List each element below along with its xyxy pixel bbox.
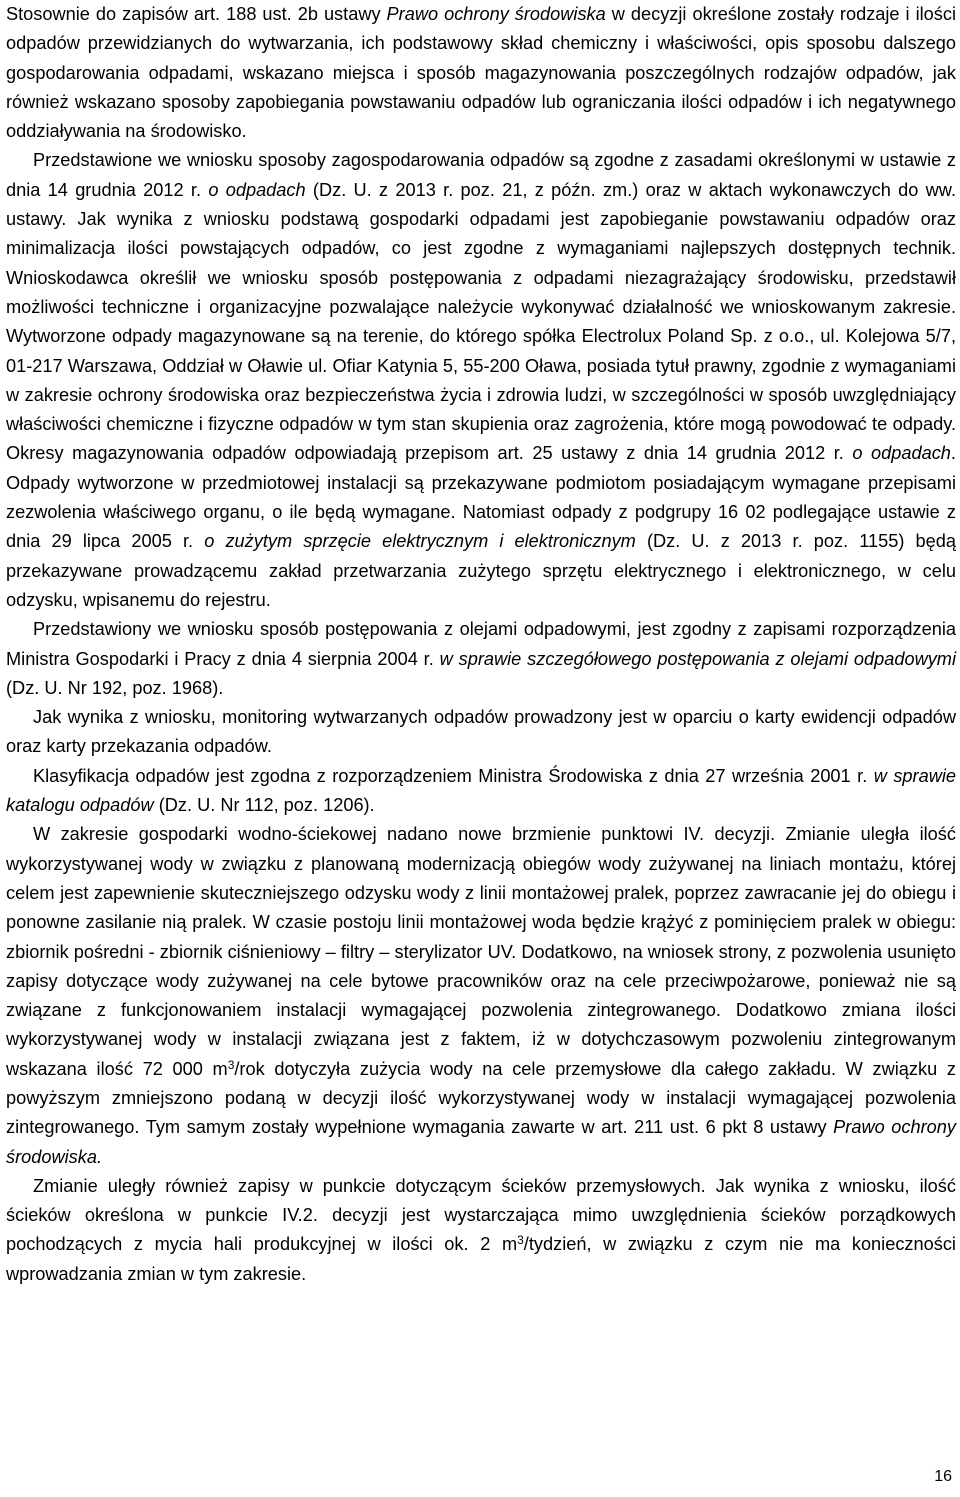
- text-run: (Dz. U. z 2013 r. poz. 21, z późn. zm.) oraz w aktach wykonawczych do ww. ustawy. Jak wynika z wniosku podstawą gospodarki odpadami jest zapobieganie powstawaniu odpadów oraz minimalizacja ilości powstających odpadów, co jest zgodne z wymaganiami najlepszych dostępnych technik. Wnioskodawca określił we wniosku sposób postępowania z odpadami niezagrażający środowisku, przedstawił możliwości techniczne i organizacyjne pozwalające należycie wykonywać działalność we wnioskowanym zakresie. Wytworzone odpady magazynowane są na terenie, do którego spółka Electrolux Poland Sp. z o.o., ul. Kolejowa 5/7, 01-217 Warszawa, Oddział w Oławie ul. Ofiar Katynia 5, 55-200 Oława, posiada tytuł prawny, zgodnie z wymaganiami w zakresie ochrony środowiska oraz bezpieczeństwa życia i zdrowia ludzi, w szczególności w sposób uwzględniający właściwości chemiczne i fizyczne odpadów w tym stan skupienia oraz zagrożenia, które mogą powodować te odpady. Okresy magazynowania odpadów odpowiadają przepisom art. 25 ustawy z dnia 14 grudnia 2012 r.: [6, 179, 956, 464]
- italic-text-run: Prawo ochrony środowiska.: [6, 1117, 956, 1167]
- text-run: Stosownie do zapisów art. 188 ust. 2b ustawy: [6, 4, 387, 24]
- italic-text-run: w sprawie szczegółowego postępowania z olejami odpadowymi: [439, 648, 956, 669]
- text-run: Zmianie uległy również zapisy w punkcie dotyczącym ścieków przemysłowych. Jak wynika z wniosku, ilość ścieków określona w punkcie IV.2. decyzji jest wystarczająca mimo uwzględnienia ścieków porządkowych pochodzących z mycia hali produkcyjnej w ilości ok. 2 m: [6, 1175, 956, 1255]
- superscript: 3: [517, 1233, 524, 1248]
- italic-text-run: Prawo ochrony środowiska: [386, 4, 606, 24]
- text-run: Jak wynika z wniosku, monitoring wytwarzanych odpadów prowadzony jest w oparciu o karty ewidencji odpadów oraz karty przekazania odpadów.: [6, 707, 956, 757]
- italic-text-run: o odpadach: [208, 179, 306, 200]
- paragraph-waste-oils: [6, 615, 956, 703]
- paragraph-waste-monitoring: [6, 703, 956, 762]
- document-body: [6, 0, 956, 1289]
- text-run: Przedstawiony we wniosku sposób postępowania z olejami odpadowymi, jest zgodny z zapisami rozporządzenia Ministra Gospodarki i Pracy z dnia 4 sierpnia 2004 r.: [6, 619, 956, 669]
- text-run: w decyzji określone zostały rodzaje i ilości odpadów przewidzianych do wytwarzania, ich podstawowy skład chemiczny i właściwości, opis sposobu dalszego gospodarowania odpadami, wskazano miejsca i sposób magazynowania poszczególnych rodzajów odpadów, jak również wskazano sposoby zapobiegania powstawaniu odpadów lub ograniczania ilości odpadów i ich negatywnego oddziaływania na środowisko.: [6, 4, 956, 142]
- paragraph-waste-legal-basis: [6, 0, 956, 146]
- text-run: Przedstawione we wniosku sposoby zagospodarowania odpadów są zgodne z zasadami określonymi w ustawie z dnia 14 grudnia 2012 r.: [6, 150, 956, 200]
- text-run: Klasyfikacja odpadów jest zgodna z rozporządzeniem Ministra Środowiska z dnia 27 września 2001 r.: [33, 765, 874, 786]
- text-run: W zakresie gospodarki wodno-ściekowej nadano nowe brzmienie punktowi IV. decyzji. Zmianie uległa ilość wykorzystywanej wody w związku z planowaną modernizacją obiegów wody zużywanej na liniach montażu, której celem jest zapewnienie skuteczniejszego odzysku wody z linii montażowej pralek, poprzez zawracanie jej do obiegu i ponowne zasilanie nią pralek. W czasie postoju linii montażowej woda będzie krążyć z pominięciem pralek w obiegu: zbiornik pośredni - zbiornik ciśnieniowy – filtry – sterylizator UV. Dodatkowo, na wniosek strony, z pozwolenia usunięto zapisy dotyczące wody zużywanej na cele bytowe pracowników oraz na cele przeciwpożarowe, ponieważ nie są związane z funkcjonowaniem instalacji wymagającej pozwolenia zintegrowanego. Dodatkowo zmiana ilości wykorzystywanej wody w instalacji związana jest z faktem, iż w dotychczasowym pozwoleniu zintegrowanym wskazana ilość 72 000 m: [6, 824, 956, 1079]
- paragraph-industrial-wastewater: [6, 1172, 956, 1289]
- text-run: (Dz. U. Nr 112, poz. 1206).: [153, 795, 375, 816]
- text-run: . Odpady wytworzone w przedmiotowej instalacji są przekazywane podmiotom posiadającym wymagane przepisami zezwolenia właściwego organu, o ile będą wymagane. Natomiast odpady z podgrupy 16 02 podlegające ustawie z dnia 29 lipca 2005 r.: [6, 443, 956, 552]
- italic-text-run: w sprawie katalogu odpadów: [6, 765, 956, 816]
- text-run: (Dz. U. z 2013 r. poz. 1155) będą przekazywane prowadzącemu zakład przetwarzania zużytego sprzętu elektrycznego i elektronicznego, w celu odzysku, wpisanemu do rejestru.: [6, 531, 957, 610]
- page-number: 16: [934, 1468, 952, 1485]
- paragraph-waste-management: [6, 146, 956, 615]
- italic-text-run: o zużytym sprzęcie elektrycznym i elektronicznym: [204, 531, 636, 552]
- text-run: /rok dotyczyła zużycia wody na cele przemysłowe dla całego zakładu. W związku z powyższym zmniejszono podaną w decyzji ilość wykorzystywanej wody w instalacji wymagającej pozwolenia zintegrowanego. Tym samym zostały wypełnione wymagania zawarte w art. 211 ust. 6 pkt 8 ustawy: [6, 1058, 956, 1138]
- superscript: 3: [227, 1057, 235, 1072]
- document-page: [6, 0, 956, 1289]
- italic-text-run: o odpadach: [852, 443, 951, 464]
- text-run: /tydzień, w związku z czym nie ma konieczności wprowadzania zmian w tym zakresie.: [6, 1234, 956, 1284]
- paragraph-water-management: [6, 820, 956, 1172]
- paragraph-waste-classification: [6, 762, 956, 821]
- text-run: (Dz. U. Nr 192, poz. 1968).: [6, 677, 224, 698]
